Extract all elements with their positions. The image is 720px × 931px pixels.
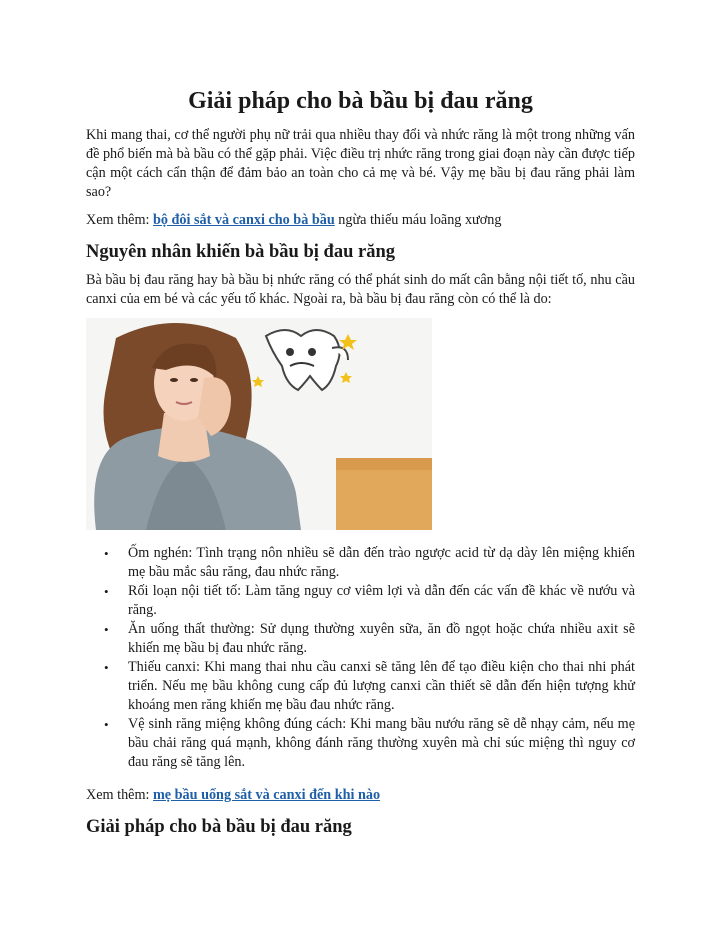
list-item-text: Ăn uống thất thường: Sử dụng thường xuyên sữa, ăn đồ ngọt hoặc chứa nhiều axit sẽ khiến mẹ bầu bị đau nhức răng. <box>128 621 635 656</box>
list-item <box>86 658 635 715</box>
list-item <box>86 544 635 582</box>
illustration-svg <box>86 318 432 530</box>
see-also-1-prefix: Xem thêm: <box>86 212 153 228</box>
list-item <box>86 620 635 658</box>
causes-list <box>86 544 635 772</box>
bullet-icon: • <box>104 660 109 675</box>
section1-paragraph: Bà bầu bị đau răng hay bà bầu bị nhức răng có thể phát sinh do mất cân bằng nội tiết tố, nhu cầu canxi của em bé và các yếu tố khác. Ngoài ra, bà bầu bị đau răng còn có thể là do: <box>86 272 635 307</box>
see-also-1 <box>86 211 635 230</box>
section1-heading: Nguyên nhân khiến bà bầu bị đau răng <box>86 242 395 262</box>
list-item-text: Thiếu canxi: Khi mang thai nhu cầu canxi sẽ tăng lên để tạo điều kiện cho thai nhi phát triển. Nếu mẹ bầu không cung cấp đủ lượng canxi cần thiết sẽ dẫn đến hiện tượng khử khoáng men răng khiến mẹ bầu đau nhức răng. <box>128 659 635 713</box>
page-title: Giải pháp cho bà bầu bị đau răng <box>188 88 533 114</box>
bullet-icon: • <box>104 584 109 599</box>
see-also-1-link[interactable]: bộ đôi sắt và canxi cho bà bầu <box>152 212 335 228</box>
bullet-icon: • <box>104 717 109 732</box>
list-item-text: Ốm nghén: Tình trạng nôn nhiều sẽ dẫn đến trào ngược acid từ dạ dày lên miệng khiến mẹ bầu mắc sâu răng, đau nhức răng. <box>128 545 635 580</box>
list-item-text: Vệ sinh răng miệng không đúng cách: Khi mang bầu nướu răng sẽ dễ nhạy cảm, nếu mẹ bầu chải răng quá mạnh, không đánh răng thường xuyên mà chỉ súc miệng thì nguy cơ đau răng sẽ tăng lên. <box>128 716 635 770</box>
pregnant-toothache-illustration <box>86 318 432 530</box>
intro-paragraph: Khi mang thai, cơ thể người phụ nữ trải qua nhiều thay đổi và nhức răng là một trong những vấn đề phổ biến mà bà bầu có thể gặp phải. Việc điều trị nhức răng trong giai đoạn này cần được tiếp cận một cách cẩn thận để đảm bảo an toàn cho cả mẹ và bé. Vậy mẹ bầu bị đau răng phải làm sao? <box>86 127 635 200</box>
list-item <box>86 715 635 772</box>
bullet-icon: • <box>104 622 109 637</box>
see-also-1-suffix: ngừa thiếu máu loãng xương <box>334 212 502 228</box>
see-also-2-link[interactable]: mẹ bầu uống sắt và canxi đến khi nào <box>152 787 381 803</box>
see-also-2 <box>86 786 635 805</box>
section2-heading: Giải pháp cho bà bầu bị đau răng <box>86 817 352 837</box>
bullet-icon: • <box>104 546 109 561</box>
list-item-text: Rối loạn nội tiết tố: Làm tăng nguy cơ viêm lợi và dẫn đến các vấn đề khác về nướu và răng. <box>128 583 635 618</box>
list-item <box>86 582 635 620</box>
see-also-2-prefix: Xem thêm: <box>86 787 153 803</box>
